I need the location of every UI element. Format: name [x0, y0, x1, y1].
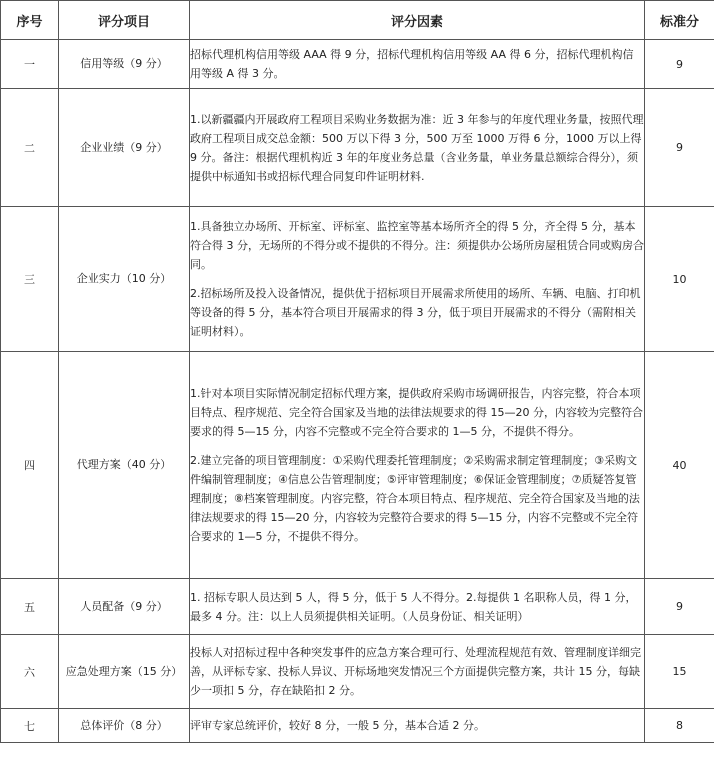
row-factor [190, 40, 645, 89]
row-seq: 三 [1, 207, 59, 352]
factor-paragraph: 1. 招标专职人员达到 5 人，得 5 分，低于 5 人不得分。2.每提供 1 名职称人员，得 1 分，最多 4 分。注：以上人员须提供相关证明。（人员身份证、相关证明） [190, 590, 637, 623]
factor-paragraph: 1.针对本项目实际情况制定招标代理方案，提供政府采购市场调研报告，内容完整，符合本项目特点、程序规范、完全符合国家及当地的法律法规要求的得 15—20 分，内容较为完整符合要求的得 5—15 分，内容不完整或不完全符合要求的 1—5 分，不提供不得分。 [190, 387, 643, 438]
table-row [1, 579, 714, 635]
factor-paragraph: 招标代理机构信用等级 AAA 得 9 分，招标代理机构信用等级 AA 得 6 分，招标代理机构信用等级 A 得 3 分。 [190, 48, 634, 80]
header-score: 标准分 [645, 1, 714, 40]
row-seq: 一 [1, 40, 59, 89]
row-seq: 四 [1, 352, 59, 579]
table-row [1, 352, 714, 579]
row-item: 企业实力（10 分） [59, 207, 190, 352]
header-factor: 评分因素 [190, 1, 645, 40]
factor-paragraph: 评审专家总统评价，较好 8 分，一般 5 分，基本合适 2 分。 [190, 719, 485, 732]
row-item: 企业业绩（9 分） [59, 89, 190, 207]
row-seq: 二 [1, 89, 59, 207]
table-row [1, 709, 714, 743]
row-factor [190, 635, 645, 709]
row-score: 9 [645, 89, 714, 207]
table-row [1, 89, 714, 207]
table-row [1, 40, 714, 89]
row-item: 信用等级（9 分） [59, 40, 190, 89]
row-item: 人员配备（9 分） [59, 579, 190, 635]
row-item: 总体评价（8 分） [59, 709, 190, 743]
table-header [1, 1, 714, 40]
row-item: 代理方案（40 分） [59, 352, 190, 579]
header-item: 评分项目 [59, 1, 190, 40]
row-factor [190, 709, 645, 743]
factor-paragraph: 2.招标场所及投入设备情况，提供优于招标项目开展需求所使用的场所、车辆、电脑、打印机等设备的得 5 分，基本符合项目开展需求的得 3 分，低于项目开展需求的不得分（需附相关证明材料）。 [190, 287, 641, 338]
row-seq: 七 [1, 709, 59, 743]
row-score: 10 [645, 207, 714, 352]
row-seq: 六 [1, 635, 59, 709]
row-score: 9 [645, 579, 714, 635]
row-factor [190, 207, 645, 352]
row-seq: 五 [1, 579, 59, 635]
header-seq: 序号 [1, 1, 59, 40]
row-score: 8 [645, 709, 714, 743]
row-factor [190, 89, 645, 207]
factor-paragraph: 投标人对招标过程中各种突发事件的应急方案合理可行、处理流程规范有效、管理制度详细完善，从评标专家、投标人异议、开标场地突发情况三个方面提供完整方案，共计 15 分，每缺少一项扣 5 分，存在缺陷扣 2 分。 [190, 646, 641, 697]
factor-paragraph: 2.建立完备的项目管理制度：①采购代理委托管理制度；②采购需求制定管理制度；③采购文件编制管理制度；④信息公告管理制度；⑤评审管理制度；⑥保证金管理制度；⑦质疑答复管理制度；⑧档案管理制度。内容完整，符合本项目特点、程序规范、完全符合国家及当地的法律法规要求的得 15—20 分，内容较为完整符合要求的得 5—15 分，内容不完整或不完全符合要求的 1—5 分，不提供不得分。 [190, 454, 640, 543]
row-factor [190, 579, 645, 635]
factor-paragraph: 1.以新疆疆内开展政府工程项目采购业务数据为准：近 3 年参与的年度代理业务量，按照代理政府工程项目成交总金额：500 万以下得 3 分，500 万至 1000 万得 6 分，1000 万以上得 9 分。备注：根据代理机构近 3 年的年度业务总量（含业务量，单业务量总额综合得分），须提供中标通知书或招标代理合同复印件证明材料. [190, 112, 644, 183]
row-score: 9 [645, 40, 714, 89]
factor-paragraph: 1.具备独立办场所、开标室、评标室、监控室等基本场所齐全的得 5 分，齐全得 5 分，基本符合得 3 分，无场所的不得分或不提供的不得分。注：须提供办公场所房屋租赁合同或购房合同。 [190, 220, 644, 271]
table-row [1, 207, 714, 352]
row-factor [190, 352, 645, 579]
row-score: 15 [645, 635, 714, 709]
header-row [1, 1, 714, 40]
row-score: 40 [645, 352, 714, 579]
table-row [1, 635, 714, 709]
row-item: 应急处理方案（15 分） [59, 635, 190, 709]
